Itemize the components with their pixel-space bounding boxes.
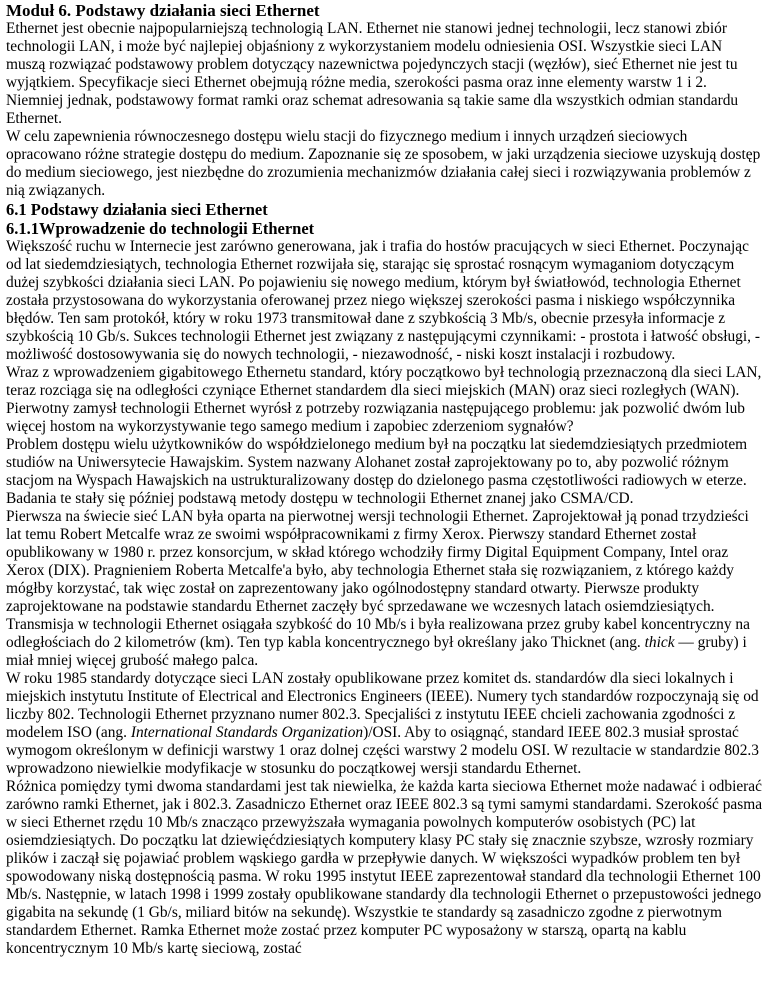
module-title: Moduł 6. Podstawy działania sieci Ethernet xyxy=(6,1,320,20)
body-paragraph-6-text-b: )/OSI. Aby to osiągnąć, standard IEEE 802.3 musiał sprostać wymogom określonym w definicji warstwy 1 oraz dolnej części warstwy 2 modelu OSI. W rezultacie w standardzie 802.3 wprowadzono niewielkie modyfikacje w stosunku do początkowej wersji standardu Ethernet. xyxy=(6,724,759,777)
body-paragraph-5 xyxy=(6,508,764,670)
intro-paragraph-2: W celu zapewnienia równoczesnego dostępu wielu stacji do fizycznego medium i innych urządzeń sieciowych opracowano różne strategie dostępu do medium. Zapoznanie się ze sposobem, w jaki urządzenia sieciowe uzyskują dostęp do medium sieciowego, jest niezbędne do zrozumienia mechanizmów działania całej sieci i rozwiązywania problemów z nią związanych. xyxy=(6,128,761,199)
body-paragraph-2: Wraz z wprowadzeniem gigabitowego Ethernetu standard, który początkowo był technologią przeznaczoną dla sieci LAN, teraz rozciąga się na odległości czyniące Ethernet standardem dla sieci miejskich (MAN) oraz sieci rozległych (WAN). xyxy=(6,364,762,399)
subsection-title: 6.1.1Wprowadzenie do technologii Ethernet xyxy=(6,219,315,238)
document-page xyxy=(0,1,768,958)
body-paragraph-7: Różnica pomiędzy tymi dwoma standardami jest tak niewielka, że każda karta sieciowa Ethernet może nadawać i odbierać zarówno ramki Ethernet, jak i 802.3. Zasadniczo Ethernet oraz IEEE 802.3 są tymi samymi standardami. Szerokość pasma w sieci Ethernet rzędu 10 Mb/s znacząco przewyższała wymagania powolnych komputerów osobistych (PC) lat osiemdziesiątych. Do początku lat dziewięćdziesiątych komputery klasy PC stały się znacznie szybsze, wzrosły rozmiary plików i zaczął się pojawiać problem wąskiego gardła w przepływie danych. W większości wypadków problem ten był spowodowany niską dostępnością pasma. W roku 1995 instytut IEEE zaprezentował standard dla technologii Ethernet 100 Mb/s. Następnie, w latach 1998 i 1999 zostały opublikowane standardy dla technologii Ethernet o przepustowości jednego gigabita na sekundę (1 Gb/s, miliard bitów na sekundę). Wszystkie te standardy są zasadniczo zgodne z pierwotnym standardem Ethernet. Ramka Ethernet może zostać przez komputer PC wyposażony w starszą, opartą na kablu koncentrycznym 10 Mb/s kartę sieciową, zostać xyxy=(6,778,763,957)
section-title: 6.1 Podstawy działania sieci Ethernet xyxy=(6,200,268,219)
body-paragraph-1: Większość ruchu w Internecie jest zarówno generowana, jak i trafia do hostów pracujących w sieci Ethernet. Poczynając od lat siedemdziesiątych, technologia Ethernet rozwijała się, starając się sprostać rosnącym wymaganiom dotyczącym dużej szybkości działania sieci LAN. Po pojawieniu się nowego medium, którym był światłowód, technologia Ethernet została przystosowana do wykorzystania oferowanej przez niego większej szerokości pasma i niskiego współczynnika błędów. Ten sam protokół, który w roku 1973 transmitował dane z szybkością 3 Mb/s, obecnie przesyła informacje z szybkością 10 Gb/s. Sukces technologii Ethernet jest związany z następującymi czynnikami: - prostota i łatwość obsługi, - możliwość dostosowywania się do nowych technologii, - niezawodność, - niski koszt instalacji i rozbudowy. xyxy=(6,238,760,363)
body-paragraph-3: Pierwotny zamysł technologii Ethernet wyrósł z potrzeby rozwiązania następującego problemu: jak pozwolić dwóm lub więcej hostom na wykorzystywanie tego samego medium i zapobiec zderzeniom sygnałów? xyxy=(6,400,745,435)
body-paragraph-6-emphasis: International Standards Organization xyxy=(130,724,364,741)
body-paragraph-5-text-a: Pierwsza na świecie sieć LAN była oparta na pierwotnej wersji technologii Ethernet. Zaprojektował ją ponad trzydzieści lat temu Robert Metcalfe wraz ze swoimi współpracownikami z firmy Xerox. Pierwszy standard Ethernet został opublikowany w 1980 r. przez konsorcjum, w skład którego wchodziły firmy Digital Equipment Company, Intel oraz Xerox (DIX). Pragnieniem Roberta Metcalfe'a było, aby technologia Ethernet stała się rozwiązaniem, z którego każdy mógłby korzystać, tak więc został on zaprezentowany jako ogólnodostępny standard otwarty. Pierwsze produkty zaprojektowane na podstawie standardu Ethernet zaczęły być sprzedawane we wczesnych latach osiemdziesiątych. Transmisja w technologii Ethernet osiągała szybkość do 10 Mb/s i była realizowana przez gruby kabel koncentryczny na odległościach do 2 kilometrów (km). Ten typ kabla koncentrycznego był określany jako Thicknet (ang. xyxy=(6,508,750,651)
body-paragraph-4: Problem dostępu wielu użytkowników do współdzielonego medium był na początku lat siedemdziesiątych przedmiotem studiów na Uniwersytecie Hawajskim. System nazwany Alohanet został zaprojektowany po to, aby pozwolić różnym stacjom na Wyspach Hawajskich na ustrukturalizowany dostęp do dzielonego pasma częstotliwości radiowych w eterze. Badania te stały się później podstawą metody dostępu w technologii Ethernet znanej jako CSMA/CD. xyxy=(6,436,748,507)
body-paragraph-6 xyxy=(6,670,764,778)
body-paragraph-5-emphasis: thick xyxy=(644,634,675,651)
body-paragraph-5-text-b: — gruby) i miał mniej więcej grubość małego palca. xyxy=(6,634,747,669)
intro-paragraph-1: Ethernet jest obecnie najpopularniejszą technologią LAN. Ethernet nie stanowi jednej technologii, lecz stanowi zbiór technologii LAN, i może być najlepiej objaśniony z wykorzystaniem modelu odniesienia OSI. Wszystkie sieci LAN muszą rozwiązać podstawowy problem dotyczący nazewnictwa pojedynczych stacji (węzłów), sieć Ethernet nie jest tu wyjątkiem. Specyfikacje sieci Ethernet obejmują różne media, szerokości pasma oraz inne elementy warstw 1 i 2. Niemniej jednak, podstawowy format ramki oraz schemat adresowania są takie same dla wszystkich odmian standardu Ethernet. xyxy=(6,20,739,127)
body-paragraph-6-text-a: W roku 1985 standardy dotyczące sieci LAN zostały opublikowane przez komitet ds. standardów dla sieci lokalnych i miejskich instytutu Institute of Electrical and Electronics Engineers (IEEE). Numery tych standardów rozpoczynają się od liczby 802. Technologii Ethernet przyznano numer 802.3. Specjaliści z instytutu IEEE chcieli zachowania zgodności z modelem ISO (ang. xyxy=(6,670,759,741)
